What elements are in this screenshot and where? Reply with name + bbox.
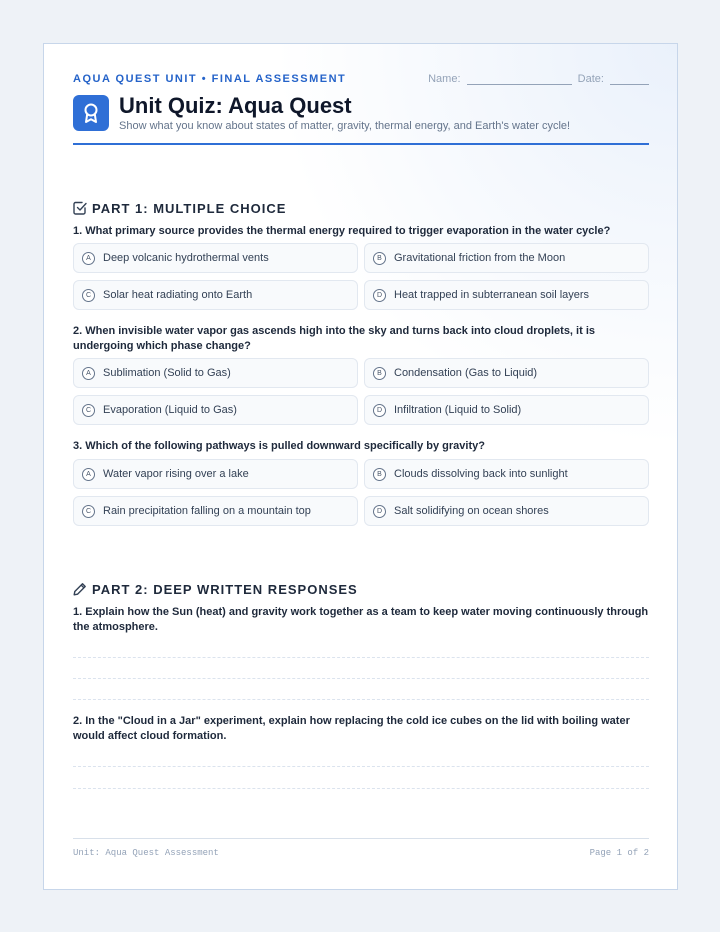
option-letter: B [373, 367, 386, 380]
answer-line[interactable] [73, 678, 649, 679]
page-title: Unit Quiz: Aqua Quest [119, 93, 352, 118]
footer-divider [73, 838, 649, 839]
answer-line[interactable] [73, 766, 649, 767]
part2-heading-text: PART 2: DEEP WRITTEN RESPONSES [92, 582, 358, 597]
part1-heading-text: PART 1: MULTIPLE CHOICE [92, 201, 287, 216]
option-text: Heat trapped in subterranean soil layers [394, 289, 590, 301]
option-letter: B [373, 252, 386, 265]
option-letter: C [82, 505, 95, 518]
award-badge [73, 95, 109, 131]
option-text: Condensation (Gas to Liquid) [394, 367, 538, 379]
option-letter: A [82, 367, 95, 380]
option-text: Deep volcanic hydrothermal vents [103, 252, 269, 264]
date-blank[interactable] [610, 74, 649, 85]
option-letter: C [82, 289, 95, 302]
option-text: Sublimation (Solid to Gas) [103, 367, 231, 379]
name-label: Name: [428, 73, 461, 85]
q3-option-d[interactable] [364, 496, 649, 526]
name-blank[interactable] [467, 74, 572, 85]
option-text: Gravitational friction from the Moon [394, 252, 566, 264]
page-number: Page 1 of 2 [589, 848, 649, 858]
option-text: Evaporation (Liquid to Gas) [103, 404, 237, 416]
q2-option-b[interactable] [364, 358, 649, 388]
answer-line[interactable] [73, 699, 649, 700]
q1-option-d[interactable] [364, 280, 649, 310]
q3-option-b[interactable] [364, 459, 649, 489]
option-letter: D [373, 505, 386, 518]
q1-option-c[interactable] [73, 280, 358, 310]
answer-line[interactable] [73, 657, 649, 658]
option-text: Clouds dissolving back into sunlight [394, 468, 568, 480]
option-text: Solar heat radiating onto Earth [103, 289, 253, 301]
unit-label: AQUA QUEST UNIT • FINAL ASSESSMENT [73, 73, 347, 85]
option-letter: A [82, 468, 95, 481]
mc-question-1: 1. What primary source provides the thermal energy required to trigger evaporation in the water cycle? [73, 225, 611, 237]
option-text: Salt solidifying on ocean shores [394, 505, 549, 517]
header-divider [73, 143, 649, 145]
q1-option-a[interactable] [73, 243, 358, 273]
option-letter: C [82, 404, 95, 417]
page-subtitle: Show what you know about states of matter, gravity, thermal energy, and Earth's water cycle! [119, 120, 571, 132]
q2-option-c[interactable] [73, 395, 358, 425]
q1-option-b[interactable] [364, 243, 649, 273]
name-date-fields [428, 73, 649, 85]
checkbox-check-icon [73, 201, 87, 215]
mc-question-2: 2. When invisible water vapor gas ascends high into the sky and turns back into cloud droplets, it is undergoing which phase change? [73, 325, 595, 352]
date-label: Date: [577, 73, 604, 85]
option-letter: D [373, 404, 386, 417]
q2-option-d[interactable] [364, 395, 649, 425]
part1-heading [73, 201, 649, 217]
option-text: Water vapor rising over a lake [103, 468, 249, 480]
q3-option-c[interactable] [73, 496, 358, 526]
written-question-1: 1. Explain how the Sun (heat) and gravity work together as a team to keep water moving continuously through the atmosphere. [73, 606, 649, 633]
q2-option-a[interactable] [73, 358, 358, 388]
footer-unit-label: Unit: Aqua Quest Assessment [73, 848, 219, 858]
part2-heading [73, 582, 649, 598]
mc-question-3: 3. Which of the following pathways is pulled downward specifically by gravity? [73, 440, 485, 452]
option-letter: A [82, 252, 95, 265]
pencil-icon [73, 582, 87, 596]
option-letter: D [373, 289, 386, 302]
option-text: Infiltration (Liquid to Solid) [394, 404, 522, 416]
option-text: Rain precipitation falling on a mountain top [103, 505, 311, 517]
q3-option-a[interactable] [73, 459, 358, 489]
award-ribbon-icon [80, 101, 102, 125]
worksheet-page [43, 43, 678, 890]
option-letter: B [373, 468, 386, 481]
written-question-2: 2. In the "Cloud in a Jar" experiment, explain how replacing the cold ice cubes on the lid with boiling water would affect cloud formation. [73, 715, 630, 742]
header-topline [73, 73, 649, 87]
answer-line[interactable] [73, 788, 649, 789]
